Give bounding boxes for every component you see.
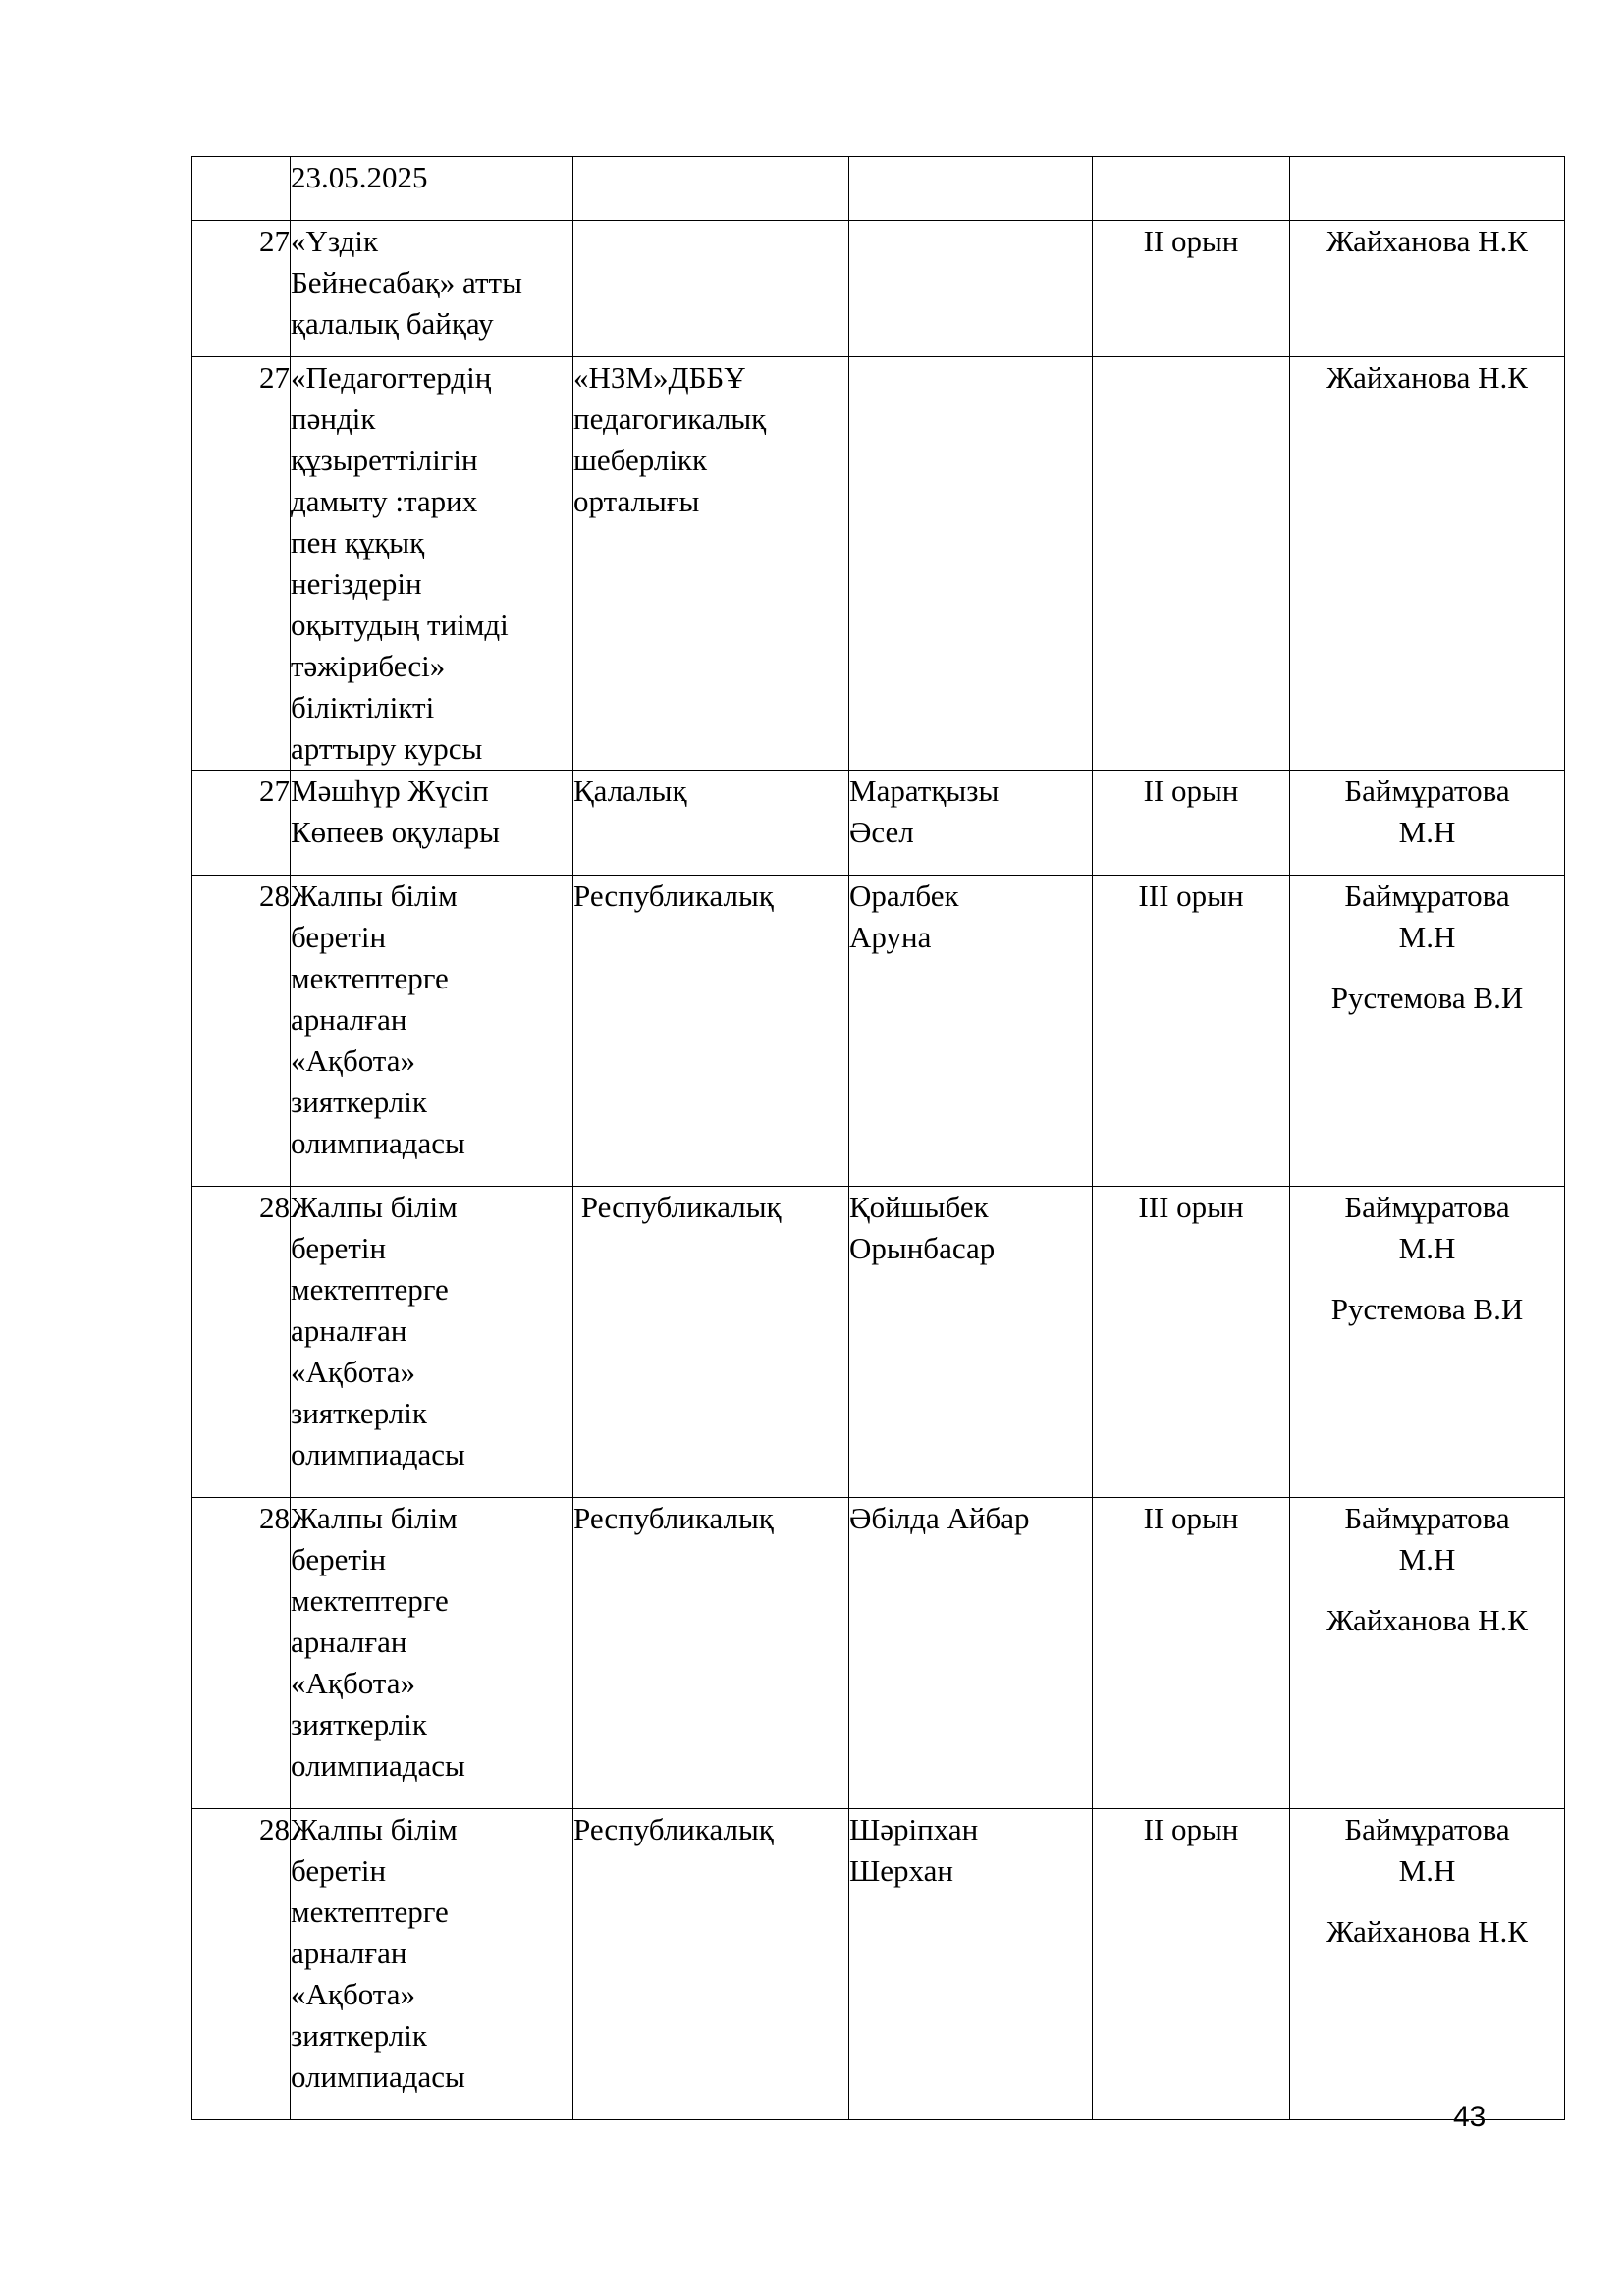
- table-row: [192, 1809, 1565, 2120]
- row-number: 27: [192, 357, 291, 771]
- teacher-name: Баймұратова М.Н: [1344, 1812, 1510, 1888]
- page-number: 43: [1453, 2101, 1487, 2133]
- student-name: [849, 357, 1093, 771]
- teacher-cell: [1290, 876, 1565, 1187]
- row-number: 28: [192, 1187, 291, 1498]
- row-number: 28: [192, 1498, 291, 1809]
- event-level: Республикалық: [573, 876, 849, 1187]
- row-number: 28: [192, 1809, 291, 2120]
- row-number: 28: [192, 876, 291, 1187]
- teacher-name: Баймұратова М.Н: [1344, 774, 1510, 849]
- event-name: «Үздік Бейнесабақ» атты қалалық байқау: [291, 221, 573, 357]
- table-row: [192, 1498, 1565, 1809]
- teacher-cell: [1290, 1187, 1565, 1498]
- place-result: II орын: [1093, 1498, 1290, 1809]
- table-row: [192, 1187, 1565, 1498]
- student-name: [849, 221, 1093, 357]
- table-row: [192, 771, 1565, 876]
- event-name: 23.05.2025: [291, 157, 573, 221]
- event-level: Республикалық: [573, 1809, 849, 2120]
- place-result: III орын: [1093, 1187, 1290, 1498]
- event-level: [573, 221, 849, 357]
- place-result: II орын: [1093, 771, 1290, 876]
- place-result: II орын: [1093, 1809, 1290, 2120]
- student-name: Маратқызы Әсел: [849, 771, 1093, 876]
- event-level: «НЗМ»ДББҰ педагогикалық шеберлікк орталығы: [573, 357, 849, 771]
- event-name: Жалпы білім беретін мектептерге арналған «Ақбота» зияткерлік олимпиадасы: [291, 1187, 573, 1498]
- teacher-cell: [1290, 221, 1565, 357]
- table-row: [192, 357, 1565, 771]
- teacher-name: Рустемова В.И: [1330, 981, 1524, 1015]
- teacher-name: Баймұратова М.Н: [1344, 879, 1510, 954]
- place-result: III орын: [1093, 876, 1290, 1187]
- row-number: 27: [192, 221, 291, 357]
- event-name: Мәшһүр Жүсіп Көпеев оқулары: [291, 771, 573, 876]
- teacher-cell: [1290, 1809, 1565, 2120]
- event-name: «Педагогтердің пәндік құзыреттілігін дамыту :тарих пен құқық негіздерін оқытудың тиімді тәжірибесі» біліктілікті арттыру курсы: [291, 357, 573, 771]
- results-table: [191, 156, 1565, 2120]
- teacher-name: Жайханова Н.К: [1326, 1603, 1528, 1637]
- event-level: Республикалық: [573, 1498, 849, 1809]
- teacher-cell: [1290, 1498, 1565, 1809]
- student-name: Шәріпхан Шерхан: [849, 1809, 1093, 2120]
- table-row: [192, 157, 1565, 221]
- event-level: Қалалық: [573, 771, 849, 876]
- teacher-name: Жайханова Н.К: [1326, 360, 1528, 395]
- place-result: [1093, 157, 1290, 221]
- event-level: Республикалық: [573, 1187, 849, 1498]
- student-name: Оралбек Аруна: [849, 876, 1093, 1187]
- teacher-cell: [1290, 771, 1565, 876]
- table-row: [192, 221, 1565, 357]
- teacher-name: Баймұратова М.Н: [1344, 1190, 1510, 1265]
- student-name: Қойшыбек Орынбасар: [849, 1187, 1093, 1498]
- teacher-name: Рустемова В.И: [1330, 1292, 1524, 1326]
- table-row: [192, 876, 1565, 1187]
- event-level: [573, 157, 849, 221]
- teacher-cell: [1290, 357, 1565, 771]
- row-number: [192, 157, 291, 221]
- teacher-name: Баймұратова М.Н: [1344, 1501, 1510, 1576]
- teacher-name: Жайханова Н.К: [1326, 224, 1528, 258]
- student-name: [849, 157, 1093, 221]
- row-number: 27: [192, 771, 291, 876]
- event-name: Жалпы білім беретін мектептерге арналған «Ақбота» зияткерлік олимпиадасы: [291, 1809, 573, 2120]
- teacher-cell: [1290, 157, 1565, 221]
- event-name: Жалпы білім беретін мектептерге арналған «Ақбота» зияткерлік олимпиадасы: [291, 876, 573, 1187]
- teacher-name: Жайханова Н.К: [1326, 1914, 1528, 1949]
- event-name: Жалпы білім беретін мектептерге арналған «Ақбота» зияткерлік олимпиадасы: [291, 1498, 573, 1809]
- place-result: [1093, 357, 1290, 771]
- place-result: II орын: [1093, 221, 1290, 357]
- student-name: Әбілда Айбар: [849, 1498, 1093, 1809]
